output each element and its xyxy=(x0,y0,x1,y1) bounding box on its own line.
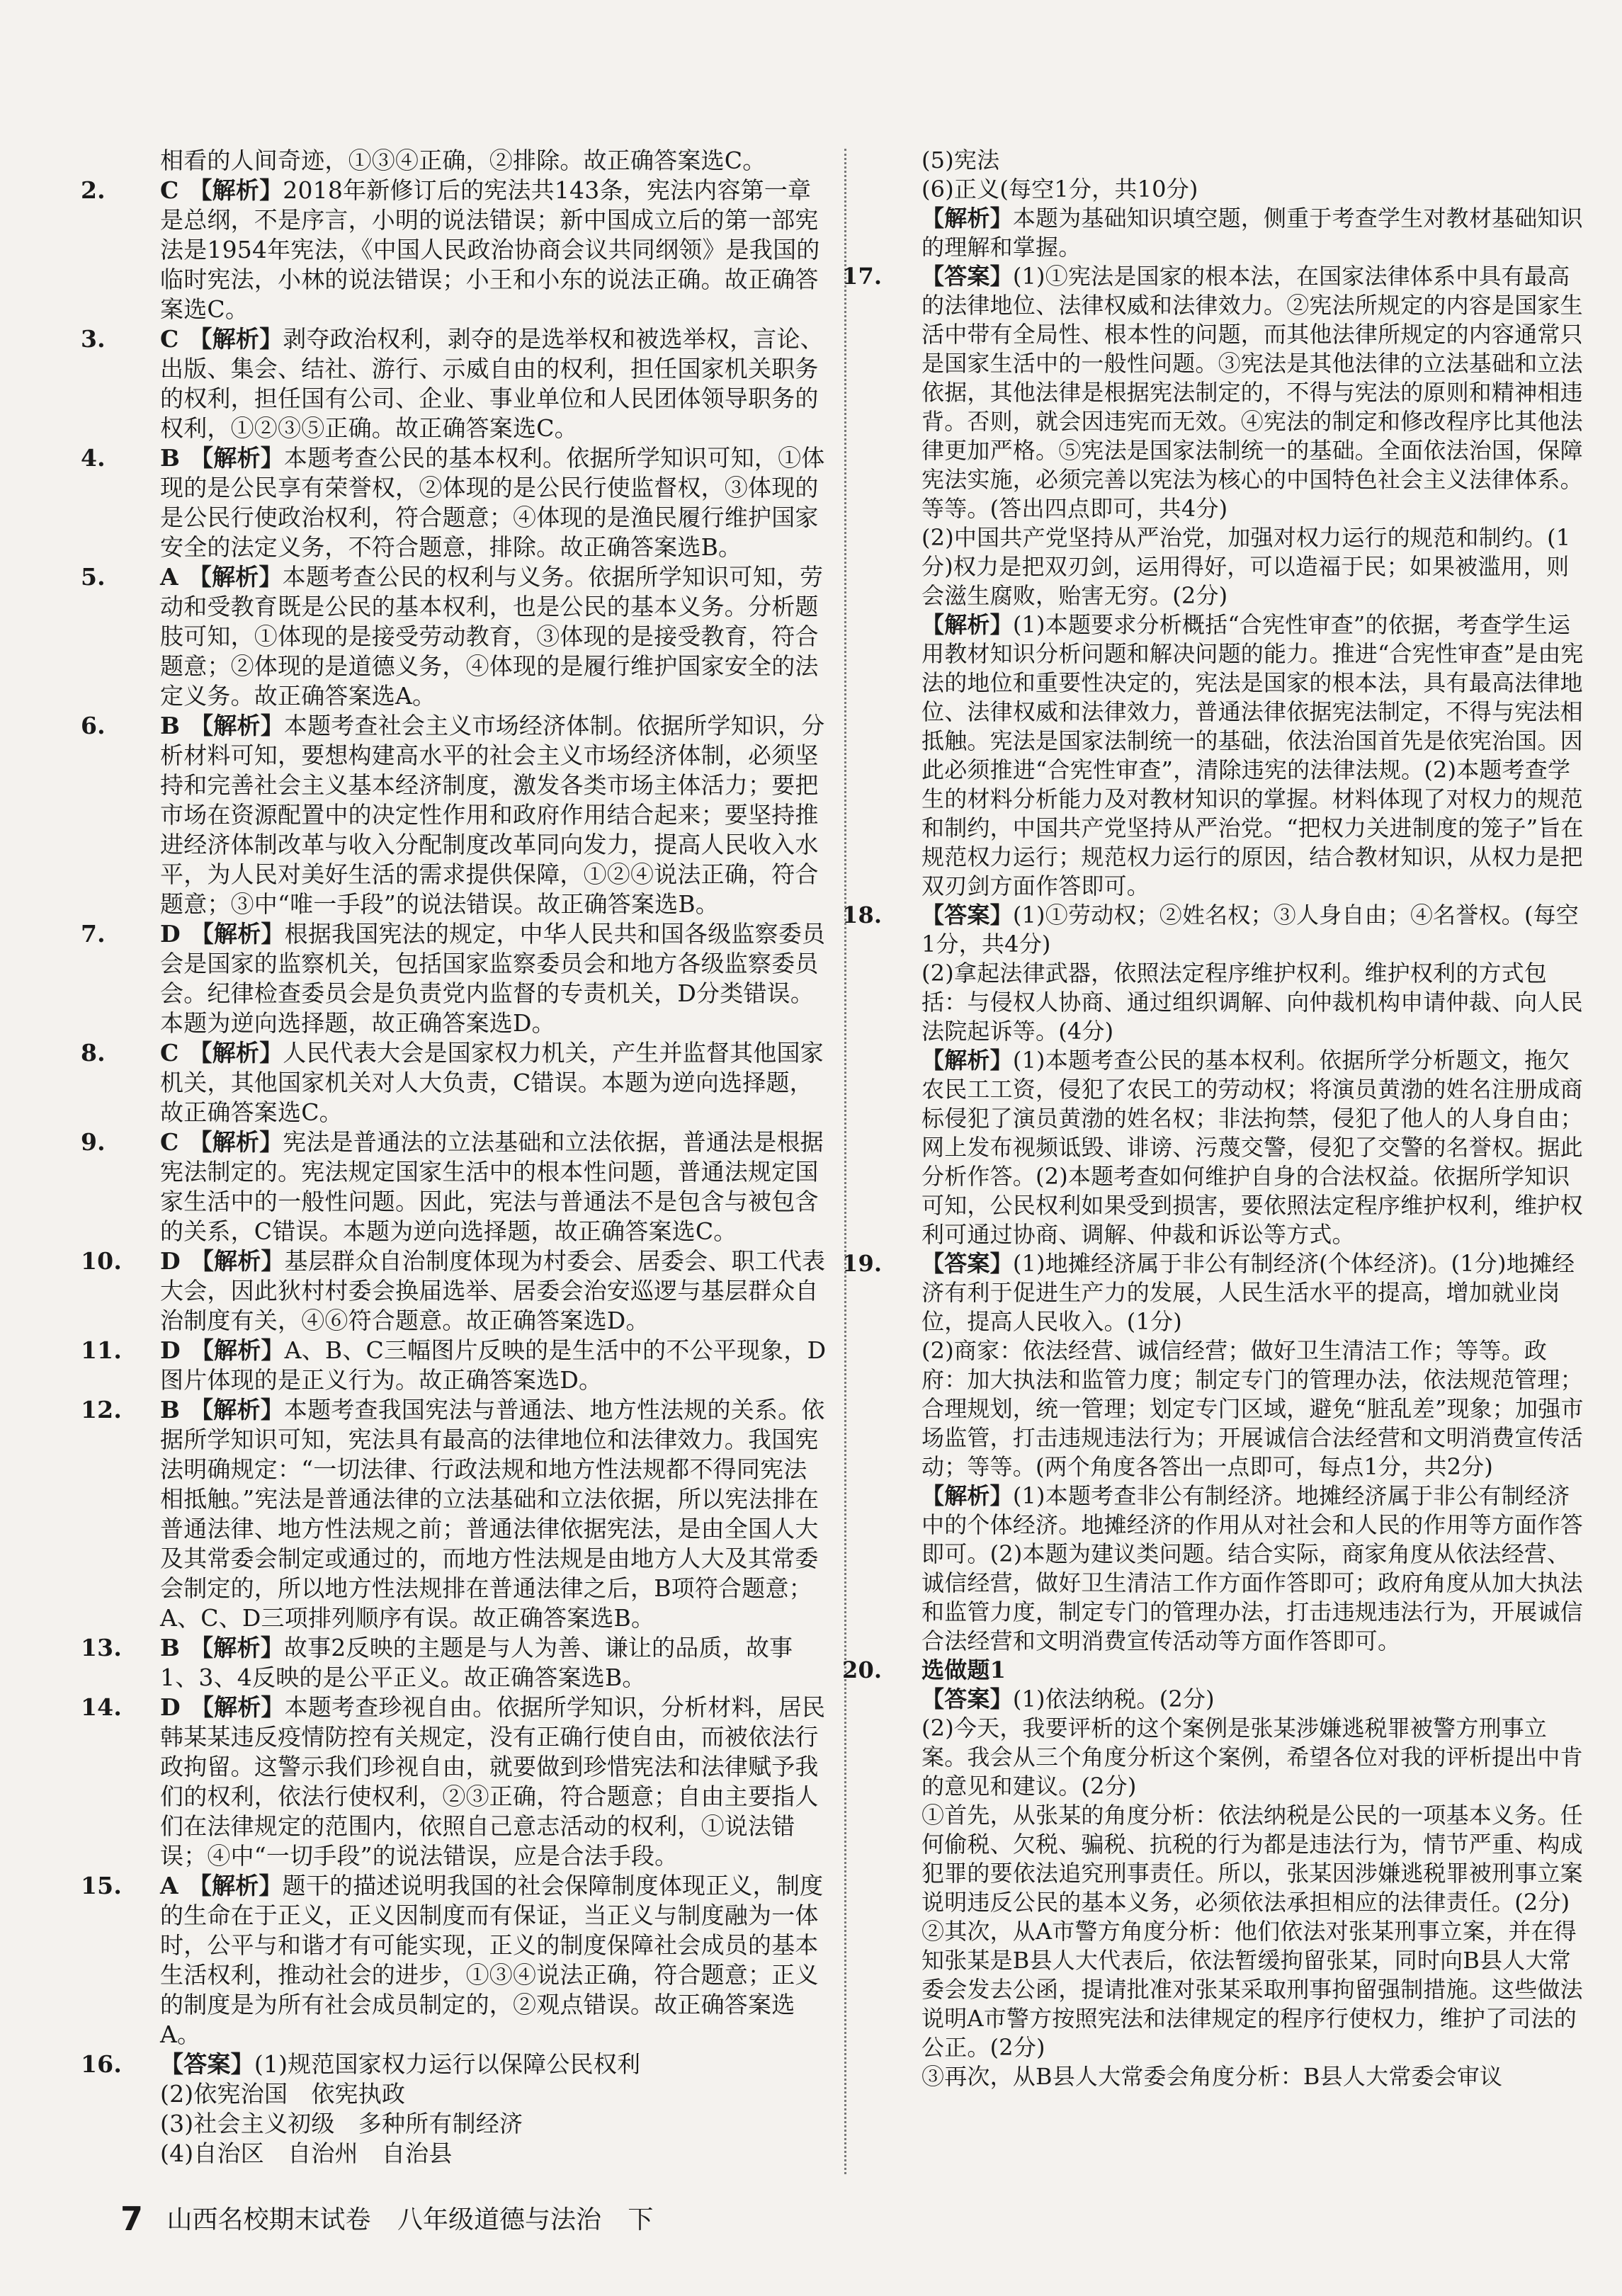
question-number: 13. xyxy=(81,1634,123,1661)
analysis-paragraph xyxy=(882,1482,1590,1656)
analysis-tag: 【解析】 xyxy=(188,1872,283,1899)
analysis-text: 基层群众自治制度体现为村委会、居委会、职工代表大会，因此狄村村委会换届选举、居委会治安巡逻与基层群众自治制度有关，④⑥符合题意。故正确答案选D。 xyxy=(160,1247,826,1334)
question-q16-continued xyxy=(882,146,1590,262)
analysis-tag: 【解析】 xyxy=(188,563,283,591)
question-number: 12. xyxy=(81,1396,123,1423)
analysis-text: 人民代表大会是国家权力机关，产生并监督其他国家机关，其他国家机关对人大负责，C错误。本题为逆向选择题，故正确答案选C。 xyxy=(160,1039,824,1126)
analysis-tag: 【解析】 xyxy=(188,1128,283,1156)
question-q12 xyxy=(81,1395,829,1633)
answer-choice: B xyxy=(160,1634,181,1661)
question-number: 9. xyxy=(81,1128,106,1156)
analysis-text: 题干的描述说明我国的社会保障制度体现正义，制度的生命在于正义，正义因制度而有保证，当正义与制度融为一体时，公平与和谐才有可能实现，正义的制度保障社会成员的基本生活权利，推动社会的进步，①③④说法正确，符合题意；正义的制度是为所有社会成员制定的，②观点错误。故正确答案选A。 xyxy=(160,1872,824,2048)
question-cont xyxy=(120,146,829,176)
analysis-tag: 【解析】 xyxy=(190,1247,285,1275)
analysis-tag: 【解析】 xyxy=(921,205,1013,232)
question-main xyxy=(81,711,829,919)
analysis-tag: 【解析】 xyxy=(921,1482,1013,1509)
question-number: 17. xyxy=(842,263,883,290)
question-number: 15. xyxy=(81,1872,123,1899)
question-q15 xyxy=(81,1871,829,2050)
answer-choice: D xyxy=(160,1247,181,1275)
answer-line xyxy=(882,1685,1590,1714)
answer-tag: 【答案】 xyxy=(921,902,1013,928)
analysis-text: 本题考查公民的基本权利。依据所学知识可知，①体现的是公民享有荣誉权，②体现的是公民行使监督权，③体现的是公民行使政治权利，符合题意；④体现的是渔民履行维护国家安全的法定义务，不符合题意，排除。故正确答案选B。 xyxy=(160,444,825,561)
analysis-text: 本题考查我国宪法与普通法、地方性法规的关系。依据所学知识可知，宪法具有最高的法律地位和法律效力。我国宪法明确规定：“一切法律、行政法规和地方性法规都不得同宪法相抵触。”宪法是普通法律的立法基础和立法依据，所以宪法排在普通法律、地方性法规之前；普通法律依据宪法，是由全国人大及其常委会制定或通过的，而地方性法规是由地方人大及其常委会制定的，所以地方性法规排在普通法律之后，B项符合题意；A、C、D三项排列顺序有误。故正确答案选B。 xyxy=(160,1396,825,1632)
question-main xyxy=(81,1395,829,1633)
question-main xyxy=(81,2050,829,2079)
analysis-text: (1)规范国家权力运行以保障公民权利 xyxy=(254,2050,641,2078)
question-number: 18. xyxy=(842,902,883,928)
question-q3 xyxy=(81,324,829,443)
question-q4 xyxy=(81,443,829,562)
analysis-tag: 【解析】 xyxy=(190,920,285,948)
grade-subject: 八年级道德与法治 xyxy=(397,2205,601,2234)
question-number: 4. xyxy=(81,444,106,472)
answer-choice: B xyxy=(160,444,181,472)
answer-choice: C xyxy=(160,1039,179,1067)
analysis-text: 根据我国宪法的规定，中华人民共和国各级监察委员会是国家的监察机关，包括国家监察委员会和地方各级监察委员会。纪律检查委员会是负责党内监督的专责机关，D分类错误。本题为逆向选择题，故正确答案选D。 xyxy=(160,920,826,1037)
answer-tag: 【答案】 xyxy=(921,1686,1013,1712)
question-q5 xyxy=(81,562,829,711)
question-q13 xyxy=(81,1633,829,1693)
question-q16 xyxy=(81,2050,829,2169)
question-main xyxy=(81,1038,829,1127)
sub-answer: ③再次，从B县人大常委会角度分析：B县人大常委会审议 xyxy=(921,2063,1503,2090)
analysis-tag: 【解析】 xyxy=(921,1047,1013,1074)
sub-answer: (6)正义(每空1分，共10分) xyxy=(921,176,1198,203)
analysis-text: (1)本题要求分析概括“合宪性审查”的依据，考查学生运用教材知识分析问题和解决问题的能力。推进“合宪性审查”是由宪法的地位和重要性决定的，宪法是国家的根本法，具有最高法律地位、法律权威和法律效力，普通法律依据宪法制定，不得与宪法相抵触。宪法是国家法制统一的基础，依法治国首先是依宪治国。因此必须推进“合宪性审查”，清除违宪的法律法规。(2)本题考查学生的材料分析能力及对教材知识的掌握。材料体现了对权力的规范和制约，中国共产党坚持从严治党。“把权力关进制度的笼子”旨在规范权力运行；规范权力运行的原因，结合教材知识，从权力是把双刃剑方面作答即可。 xyxy=(921,611,1584,899)
analysis-tag: 【解析】 xyxy=(190,1693,285,1721)
answer-text: (1)①劳动权；②姓名权；③人身自由；④名誉权。(每空1分，共4分) xyxy=(921,902,1580,957)
sub-answer: ①首先，从张某的角度分析：依法纳税是公民的一项基本义务。任何偷税、欠税、骗税、抗税的行为都是违法行为，情节严重、构成犯罪的要依法追究刑事责任。所以，张某因涉嫌逃税罪被刑事立案说明违反公民的基本义务，必须依法承担相应的法律责任。(2分) xyxy=(921,1802,1583,1916)
question-q18 xyxy=(842,901,1590,1249)
question-q11 xyxy=(81,1336,829,1395)
question-q14 xyxy=(81,1693,829,1871)
question-number: 16. xyxy=(81,2050,123,2078)
answer-choice: D xyxy=(160,920,181,948)
answer-choice: C xyxy=(160,1128,179,1156)
analysis-text: 2018年新修订后的宪法共143条，宪法内容第一章是总纲，不是序言，小明的说法错误；新中国成立后的第一部宪法是1954年宪法，《中国人民政治协商会议共同纲领》是我国的临时宪法，小林的说法错误；小王和小东的说法正确。故正确答案选C。 xyxy=(160,176,820,323)
question-number: 2. xyxy=(81,176,106,204)
question-main xyxy=(81,324,829,443)
answer-choice: A xyxy=(160,563,178,591)
question-main xyxy=(81,562,829,711)
question-main xyxy=(81,443,829,562)
sub-answer: (5)宪法 xyxy=(921,147,1000,174)
sub-answer: (4)自治区 自治州 自治县 xyxy=(160,2139,453,2167)
question-q19 xyxy=(842,1249,1590,1656)
question-number: 6. xyxy=(81,712,106,739)
question-q8 xyxy=(81,1038,829,1127)
analysis-text: A、B、C三幅图片反映的是生活中的不公平现象，D图片体现的是正义行为。故正确答案选D。 xyxy=(160,1336,827,1394)
analysis-paragraph xyxy=(882,610,1590,901)
question-main xyxy=(842,901,1590,959)
question-number: 10. xyxy=(81,1247,123,1275)
left-column xyxy=(81,146,829,2169)
sub-answer: (3)社会主义初级 多种所有制经济 xyxy=(160,2110,523,2137)
analysis-tag: 【解析】 xyxy=(190,712,284,739)
question-main xyxy=(81,1633,829,1693)
analysis-tag: 【解析】 xyxy=(188,176,283,204)
sub-answer: ②其次，从A市警方角度分析：他们依法对张某刑事立案，并在得知张某是B县人大代表后，依法暂缓拘留张某，同时向B县人大常委会发去公函，提请批准对张某采取刑事拘留强制措施。这些做法说明A市警方按照宪法和法律规定的程序行使权力，维护了司法的公正。(2分) xyxy=(921,1918,1583,2061)
analysis-text: 本题考查珍视自由。依据所学知识，分析材料，居民韩某某违反疫情防控有关规定，没有正确行使自由，而被依法行政拘留。这警示我们珍视自由，就要做到珍惜宪法和法律赋予我们的权利，依法行使权利，②③正确，符合题意；自由主要指人们在法律规定的范围内，依照自己意志活动的权利，①说法错误；④中“一切手段”的说法错误，应是合法手段。 xyxy=(160,1693,826,1870)
analysis-tag: 【解析】 xyxy=(188,1039,283,1067)
analysis-tag: 【解析】 xyxy=(190,1396,284,1423)
column-divider xyxy=(844,149,846,2174)
question-q20 xyxy=(842,1656,1590,2091)
analysis-text: 剥夺政治权利，剥夺的是选举权和被选举权，言论、出版、集会、结社、游行、示威自由的权利，担任国家机关职务的权利，担任国有公司、企业、事业单位和人民团体领导职务的权利，①②③⑤正确。故正确答案选C。 xyxy=(160,325,824,442)
question-number: 14. xyxy=(81,1693,123,1721)
right-column xyxy=(842,146,1590,2091)
question-main xyxy=(842,1656,1590,1685)
question-q2 xyxy=(81,176,829,324)
analysis-text: 故事2反映的主题是与人为善、谦让的品质，故事1、3、4反映的是公平正义。故正确答案选B。 xyxy=(160,1634,793,1691)
analysis-paragraph xyxy=(882,204,1590,262)
analysis-tag: 【解析】 xyxy=(190,1634,284,1661)
question-main xyxy=(81,176,829,324)
analysis-paragraph xyxy=(882,1046,1590,1249)
answer-choice: D xyxy=(160,1336,181,1364)
analysis-text: 相看的人间奇迹，①③④正确，②排除。故正确答案选C。 xyxy=(160,147,766,174)
answer-tag: 【答案】 xyxy=(921,1250,1013,1277)
answer-choice: B xyxy=(160,712,181,739)
analysis-text: 本题为基础知识填空题，侧重于考查学生对教材基础知识的理解和掌握。 xyxy=(921,205,1583,261)
sub-answer: (2)中国共产党坚持从严治党，加强对权力运行的规范和制约。(1分)权力是把双刃剑，运用得好，可以造福于民；如果被滥用，则会滋生腐败，贻害无穷。(2分) xyxy=(921,524,1571,609)
answer-text: (1)地摊经济属于非公有制经济(个体经济)。(1分)地摊经济有利于促进生产力的发展，人民生活水平的提高，增加就业岗位，提高人民收入。(1分) xyxy=(921,1250,1575,1335)
question-number: 5. xyxy=(81,563,106,591)
page-number: 7 xyxy=(120,2200,144,2238)
question-number: 8. xyxy=(81,1039,106,1067)
question-main xyxy=(842,262,1590,523)
analysis-tag: 【解析】 xyxy=(190,1336,285,1364)
question-number: 20. xyxy=(842,1656,883,1683)
question-heading: 选做题1 xyxy=(921,1656,1006,1683)
analysis-tag: 【解析】 xyxy=(190,444,284,472)
book-title: 山西名校期末试卷 xyxy=(166,2205,371,2234)
analysis-text: 本题考查社会主义市场经济体制。依据所学知识，分析材料可知，要想构建高水平的社会主义市场经济体制，必须坚持和完善社会主义基本经济制度，激发各类市场主体活力；要把市场在资源配置中的决定性作用和政府作用结合起来；要坚持推进经济体制改革与收入分配制度改革同向发力，提高人民收入水平，为人民对美好生活的需求提供保障，①②④说法正确，符合题意；③中“唯一手段”的说法错误。故正确答案选B。 xyxy=(160,712,825,918)
question-main xyxy=(81,919,829,1038)
sub-answer: (2)拿起法律武器，依照法定程序维护权利。维护权利的方式包括：与侵权人协商、通过组织调解、向仲裁机构申请仲裁、向人民法院起诉等。(4分) xyxy=(921,960,1583,1045)
answer-text: (1)依法纳税。(2分) xyxy=(1012,1686,1215,1712)
answer-choice: A xyxy=(160,1872,178,1899)
analysis-tag: 【解析】 xyxy=(921,611,1013,638)
question-main xyxy=(81,1336,829,1395)
analysis-text: (1)本题考查公民的基本权利。依据所学分析题文，拖欠农民工工资，侵犯了农民工的劳动权；将演员黄渤的姓名注册成商标侵犯了演员黄渤的姓名权；非法拘禁，侵犯了他人的人身自由；网上发布视频诋毁、诽谤、污蔑交警，侵犯了交警的名誉权。据此分析作答。(2)本题考查如何维护自身的合法权益。依据所学知识可知，公民权利如果受到损害，要依照法定程序维护权利，维护权利可通过协商、调解、仲裁和诉讼等方式。 xyxy=(921,1047,1583,1248)
analysis-text: 本题考查公民的权利与义务。依据所学知识可知，劳动和受教育既是公民的基本权利，也是公民的基本义务。分析题肢可知，①体现的是接受劳动教育，③体现的是接受教育，符合题意；②体现的是道德义务，④体现的是履行维护国家安全的法定义务。故正确答案选A。 xyxy=(160,563,824,710)
question-main xyxy=(120,146,829,176)
question-q9 xyxy=(81,1127,829,1246)
sub-answer: (2)商家：依法经营、诚信经营；做好卫生清洁工作；等等。政府：加大执法和监管力度；制定专门的管理办法，依法规范管理；合理规划，统一管理；划定专门区域，避免“脏乱差”现象；加强市场监管，打击违规违法行为；开展诚信合法经营和文明消费宣传活动；等等。(两个角度各答出一点即可，每点1分，共2分) xyxy=(921,1337,1584,1480)
question-main xyxy=(81,1871,829,2050)
analysis-text: 宪法是普通法的立法基础和立法依据，普通法是根据宪法制定的。宪法规定国家生活中的根本性问题，普通法规定国家生活中的一般性问题。因此，宪法与普通法不是包含与被包含的关系，C错误。本题为逆向选择题，故正确答案选C。 xyxy=(160,1128,824,1245)
question-q17 xyxy=(842,262,1590,901)
sub-answer: (2)依宪治国 依宪执政 xyxy=(160,2080,406,2108)
answer-choice: D xyxy=(160,1693,181,1721)
analysis-text: (1)本题考查非公有制经济。地摊经济属于非公有制经济中的个体经济。地摊经济的作用从对社会和人民的作用等方面作答即可。(2)本题为建议类问题。结合实际，商家角度从依法经营、诚信经营，做好卫生清洁工作方面作答即可；政府角度从加大执法和监管力度，制定专门的管理办法，打击违规违法行为，开展诚信合法经营和文明消费宣传活动等方面作答即可。 xyxy=(921,1482,1583,1654)
question-main xyxy=(81,1693,829,1871)
analysis-tag: 【答案】 xyxy=(160,2050,254,2078)
question-q7 xyxy=(81,919,829,1038)
question-q6 xyxy=(81,711,829,919)
page-footer xyxy=(120,2200,653,2238)
question-main xyxy=(842,1249,1590,1336)
question-number: 19. xyxy=(842,1250,883,1277)
question-number: 11. xyxy=(81,1336,123,1364)
answer-choice: C xyxy=(160,325,179,353)
question-number: 3. xyxy=(81,325,106,353)
answer-choice: C xyxy=(160,176,179,204)
sub-answer: (2)今天，我要评析的这个案例是张某涉嫌逃税罪被警方刑事立案。我会从三个角度分析这个案例，希望各位对我的评析提出中肯的意见和建议。(2分) xyxy=(921,1715,1583,1800)
question-number: 7. xyxy=(81,920,106,948)
term-label: 下 xyxy=(628,2205,654,2234)
question-q10 xyxy=(81,1246,829,1336)
answer-choice: B xyxy=(160,1396,181,1423)
question-main xyxy=(81,1246,829,1336)
analysis-tag: 【解析】 xyxy=(188,325,283,353)
answer-tag: 【答案】 xyxy=(921,263,1013,290)
question-main xyxy=(81,1127,829,1246)
answer-text: (1)①宪法是国家的根本法，在国家法律体系中具有最高的法律地位、法律权威和法律效力。②宪法所规定的内容是国家生活中带有全局性、根本性的问题，而其他法律所规定的内容通常只是国家生活中的一般性问题。③宪法是其他法律的立法基础和立法依据，其他法律是根据宪法制定的，不得与宪法的原则和精神相违背。否则，就会因违宪而无效。④宪法的制定和修改程序比其他法律更加严格。⑤宪法是国家法制统一的基础。全面依法治国，保障宪法实施，必须完善以宪法为核心的中国特色社会主义法律体系。等等。(答出四点即可，共4分) xyxy=(921,263,1583,522)
